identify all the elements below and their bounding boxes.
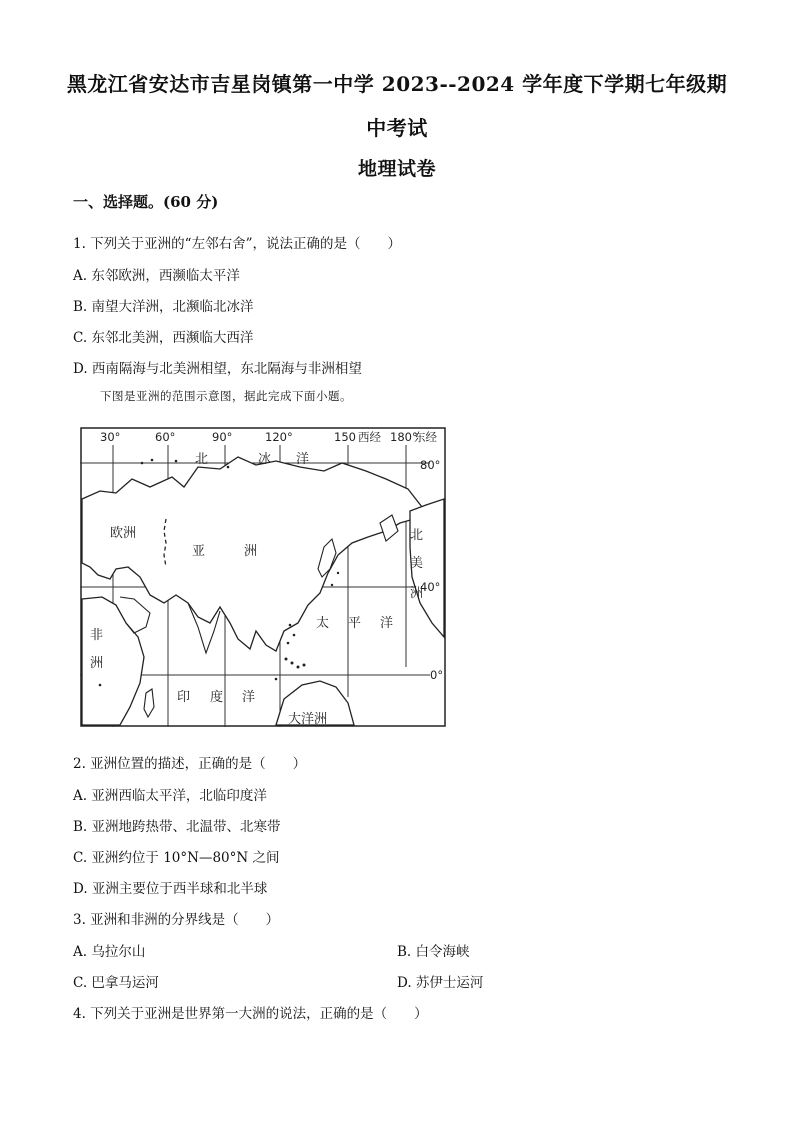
north-america-char-2: 美 xyxy=(410,556,424,571)
question-3-option-a: A. 乌拉尔山 xyxy=(73,944,146,960)
question-3-option-b: B. 白令海峡 xyxy=(397,944,470,960)
question-2-option-d: D. 亚洲主要位于西半球和北半球 xyxy=(73,881,268,897)
oceania-label: 大洋洲 xyxy=(288,712,328,727)
section-heading: 一、选择题。(60 分) xyxy=(73,193,219,211)
exam-subtitle: 地理试卷 xyxy=(357,158,436,180)
asia-label-char-1: 亚 xyxy=(192,544,206,559)
arctic-ocean-char-1: 北 xyxy=(195,452,209,467)
question-1-option-b: B. 南望大洋洲，北濒临北冰洋 xyxy=(73,299,254,315)
question-3-stem: 3. 亚洲和非洲的分界线是（ ） xyxy=(73,912,280,928)
north-america-char-3: 洲 xyxy=(410,586,424,601)
question-1-option-a: A. 东邻欧洲，西濒临太平洋 xyxy=(73,268,240,284)
exam-title-line1: 黑龙江省安达市吉星岗镇第一中学 2023--2024 学年度下学期七年级期 xyxy=(66,72,728,96)
asia-range-map xyxy=(80,427,446,727)
question-2-option-b: B. 亚洲地跨热带、北温带、北寒带 xyxy=(73,819,281,835)
indian-ocean-char-1: 印 xyxy=(177,690,191,705)
question-1-option-c: C. 东邻北美洲，西濒临大西洋 xyxy=(73,330,254,346)
latitude-label-80: 80° xyxy=(420,458,441,472)
degree-label-120: 120° xyxy=(265,430,293,444)
indian-ocean-char-3: 洋 xyxy=(242,690,256,705)
degree-label-150: 150 xyxy=(334,430,356,444)
question-2-option-a: A. 亚洲西临太平洋，北临印度洋 xyxy=(73,788,267,804)
pacific-ocean-char-2: 平 xyxy=(348,616,362,631)
degree-label-60: 60° xyxy=(155,430,176,444)
latitude-label-40: 40° xyxy=(420,580,441,594)
west-longitude-label: 西经 xyxy=(358,430,381,444)
question-3-option-d: D. 苏伊士运河 xyxy=(397,975,484,991)
question-1-option-d: D. 西南隔海与北美洲相望，东北隔海与非洲相望 xyxy=(73,361,362,377)
asia-label-char-2: 洲 xyxy=(244,544,258,559)
pacific-ocean-char-3: 洋 xyxy=(380,616,394,631)
east-longitude-label: 东经 xyxy=(414,430,437,444)
degree-label-30: 30° xyxy=(100,430,121,444)
exam-title-line2: 中考试 xyxy=(366,116,428,140)
map-intro-text: 下图是亚洲的范围示意图，据此完成下面小题。 xyxy=(100,389,352,403)
arctic-ocean-char-2: 冰 xyxy=(258,452,272,467)
arctic-ocean-char-3: 洋 xyxy=(296,452,310,467)
latitude-label-0: 0° xyxy=(430,668,444,682)
europe-label: 欧洲 xyxy=(110,526,137,541)
question-2-option-c: C. 亚洲约位于 10°N—80°N 之间 xyxy=(73,850,280,866)
indian-ocean-char-2: 度 xyxy=(210,690,224,705)
question-1-stem: 1. 下列关于亚洲的“左邻右舍”，说法正确的是（ ） xyxy=(73,236,401,252)
degree-label-180: 180° xyxy=(390,430,418,444)
question-4-stem: 4. 下列关于亚洲是世界第一大洲的说法，正确的是（ ） xyxy=(73,1006,428,1022)
question-2-stem: 2. 亚洲位置的描述，正确的是（ ） xyxy=(73,756,307,772)
degree-label-90: 90° xyxy=(212,430,233,444)
africa-label-char-1: 非 xyxy=(90,628,104,643)
asia-map-svg xyxy=(80,427,446,727)
north-america-char-1: 北 xyxy=(410,528,424,543)
africa-label-char-2: 洲 xyxy=(90,656,104,671)
pacific-ocean-char-1: 太 xyxy=(316,616,330,631)
question-3-option-c: C. 巴拿马运河 xyxy=(73,975,159,991)
